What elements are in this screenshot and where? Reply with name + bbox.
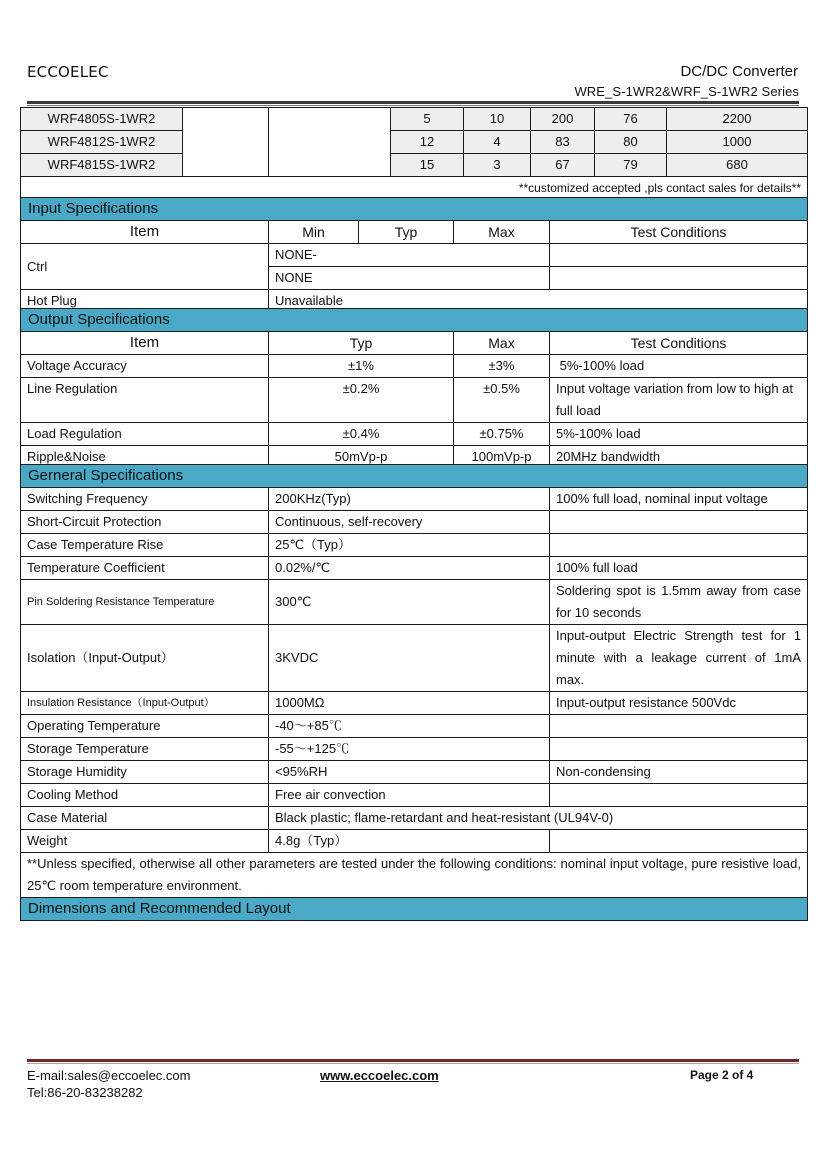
model-name: WRF4812S-1WR2: [21, 131, 183, 154]
output-current-max: 67: [531, 154, 595, 177]
input-range-merged: [269, 108, 391, 177]
customization-note: **customized accepted ,pls contact sales for details**: [21, 177, 808, 200]
section-header-dimensions: Dimensions and Recommended Layout: [21, 898, 808, 921]
general-value: 0.02%/℃: [269, 557, 550, 580]
output-row: [21, 423, 808, 446]
general-value: 25℃（Typ）: [269, 534, 550, 557]
col-test-conditions: Test Conditions: [550, 332, 808, 355]
general-test: 100% full load: [550, 557, 808, 580]
general-row: [21, 625, 808, 692]
output-current-max: 200: [531, 108, 595, 131]
col-typ: Typ: [269, 332, 454, 355]
general-value: <95%RH: [269, 761, 550, 784]
output-max: ±0.75%: [454, 423, 550, 446]
general-value: Black plastic; flame-retardant and heat-resistant (UL94V-0): [269, 807, 808, 830]
general-row: [21, 715, 808, 738]
general-test: Non-condensing: [550, 761, 808, 784]
output-voltage: 15: [391, 154, 464, 177]
general-item: Insulation Resistance（Input-Output）: [21, 692, 269, 715]
model-row: [21, 154, 808, 177]
ctrl-test-1: [550, 244, 808, 267]
model-name: WRF4815S-1WR2: [21, 154, 183, 177]
section-header-general: Gerneral Specifications: [21, 465, 808, 488]
general-value: 300℃: [269, 580, 550, 625]
efficiency: 80: [595, 131, 667, 154]
general-test: [550, 830, 808, 853]
general-item: Temperature Coefficient: [21, 557, 269, 580]
footer-email: E-mail:sales@eccoelec.com: [27, 1068, 191, 1083]
output-test: 20MHz bandwidth: [550, 446, 808, 469]
general-row: [21, 784, 808, 807]
col-min: Min: [269, 221, 359, 244]
general-value: 1000MΩ: [269, 692, 550, 715]
general-row: [21, 761, 808, 784]
general-item: Isolation（Input-Output）: [21, 625, 269, 692]
general-item: Short-Circuit Protection: [21, 511, 269, 534]
general-row: [21, 807, 808, 830]
general-item: Switching Frequency: [21, 488, 269, 511]
general-item: Pin Soldering Resistance Temperature: [21, 580, 269, 625]
capacitive-load: 2200: [667, 108, 808, 131]
output-header-row: [21, 332, 808, 355]
general-item: Cooling Method: [21, 784, 269, 807]
output-test: 5%-100% load: [550, 355, 808, 378]
general-value: 200KHz(Typ): [269, 488, 550, 511]
general-item: Storage Temperature: [21, 738, 269, 761]
output-max: ±0.5%: [454, 378, 550, 423]
hot-plug-label: Hot Plug: [21, 290, 269, 313]
ctrl-label: Ctrl: [21, 244, 269, 290]
col-max: Max: [454, 221, 550, 244]
col-item: Item: [21, 221, 269, 244]
output-typ: ±0.4%: [269, 423, 454, 446]
input-spec-table: [20, 197, 808, 313]
hot-plug-value: Unavailable: [269, 290, 808, 313]
output-row: [21, 378, 808, 423]
footer-divider: [27, 1059, 799, 1062]
general-row: [21, 692, 808, 715]
col-max: Max: [454, 332, 550, 355]
output-item: Load Regulation: [21, 423, 269, 446]
output-typ: 50mVp-p: [269, 446, 454, 469]
output-test: Input voltage variation from low to high at full load: [550, 378, 808, 423]
general-item: Case Material: [21, 807, 269, 830]
general-test: [550, 715, 808, 738]
ctrl-value-1: NONE-: [269, 244, 550, 267]
capacitive-load: 1000: [667, 131, 808, 154]
general-value: 3KVDC: [269, 625, 550, 692]
output-item: Ripple&Noise: [21, 446, 269, 469]
general-row: [21, 534, 808, 557]
input-voltage-merged: [183, 108, 269, 177]
general-value: -55～+125℃: [269, 738, 550, 761]
document-title: DC/DC Converter: [680, 63, 798, 80]
general-value: -40～+85℃: [269, 715, 550, 738]
general-row: [21, 511, 808, 534]
output-spec-table: [20, 308, 808, 469]
col-test-conditions: Test Conditions: [550, 221, 808, 244]
output-typ: ±1%: [269, 355, 454, 378]
general-value: Free air convection: [269, 784, 550, 807]
general-test: [550, 534, 808, 557]
output-item: Line Regulation: [21, 378, 269, 423]
general-row: [21, 830, 808, 853]
model-row: [21, 108, 808, 131]
col-typ: Typ: [359, 221, 454, 244]
section-header-input: Input Specifications: [21, 198, 808, 221]
test-conditions-note: **Unless specified, otherwise all other parameters are tested under the following conditions: nominal input voltage, pure resistive load, 25℃ room temperature environment.: [21, 853, 808, 898]
general-row: [21, 580, 808, 625]
general-value: Continuous, self-recovery: [269, 511, 550, 534]
output-max: 100mVp-p: [454, 446, 550, 469]
model-table: [20, 107, 808, 200]
page-number: Page 2 of 4: [690, 1068, 754, 1082]
efficiency: 79: [595, 154, 667, 177]
ctrl-row: [21, 244, 808, 267]
model-name: WRF4805S-1WR2: [21, 108, 183, 131]
general-row: [21, 488, 808, 511]
general-spec-table: [20, 464, 808, 921]
efficiency: 76: [595, 108, 667, 131]
output-voltage: 12: [391, 131, 464, 154]
general-row: [21, 557, 808, 580]
output-current: 3: [464, 154, 531, 177]
company-brand: ECCOELEC: [27, 63, 109, 81]
col-item: Item: [21, 332, 269, 355]
general-item: Case Temperature Rise: [21, 534, 269, 557]
general-item: Weight: [21, 830, 269, 853]
output-current: 4: [464, 131, 531, 154]
ctrl-test-2: [550, 267, 808, 290]
output-max: ±3%: [454, 355, 550, 378]
model-row: [21, 131, 808, 154]
footer-phone: Tel:86-20-83238282: [27, 1085, 143, 1100]
general-test: [550, 784, 808, 807]
general-item: Storage Humidity: [21, 761, 269, 784]
general-note-row: [21, 853, 808, 898]
output-voltage: 5: [391, 108, 464, 131]
general-item: Operating Temperature: [21, 715, 269, 738]
general-value: 4.8g（Typ）: [269, 830, 550, 853]
output-row: [21, 355, 808, 378]
header-divider-thin: [27, 105, 799, 106]
input-header-row: [21, 221, 808, 244]
section-header-output: Output Specifications: [21, 309, 808, 332]
output-current-max: 83: [531, 131, 595, 154]
footer-divider-thin: [27, 1063, 799, 1064]
header-divider: [27, 101, 799, 104]
capacitive-load: 680: [667, 154, 808, 177]
output-typ: ±0.2%: [269, 378, 454, 423]
output-item: Voltage Accuracy: [21, 355, 269, 378]
general-test: 100% full load, nominal input voltage: [550, 488, 808, 511]
output-test: 5%-100% load: [550, 423, 808, 446]
output-current: 10: [464, 108, 531, 131]
general-row: [21, 738, 808, 761]
general-test: [550, 511, 808, 534]
ctrl-value-2: NONE: [269, 267, 550, 290]
general-test: Input-output Electric Strength test for 1 minute with a leakage current of 1mA max.: [550, 625, 808, 692]
general-test: Soldering spot is 1.5mm away from case for 10 seconds: [550, 580, 808, 625]
general-test: [550, 738, 808, 761]
document-series: WRE_S-1WR2&WRF_S-1WR2 Series: [574, 84, 799, 99]
footer-website-link[interactable]: www.eccoelec.com: [320, 1068, 439, 1083]
general-test: Input-output resistance 500Vdc: [550, 692, 808, 715]
